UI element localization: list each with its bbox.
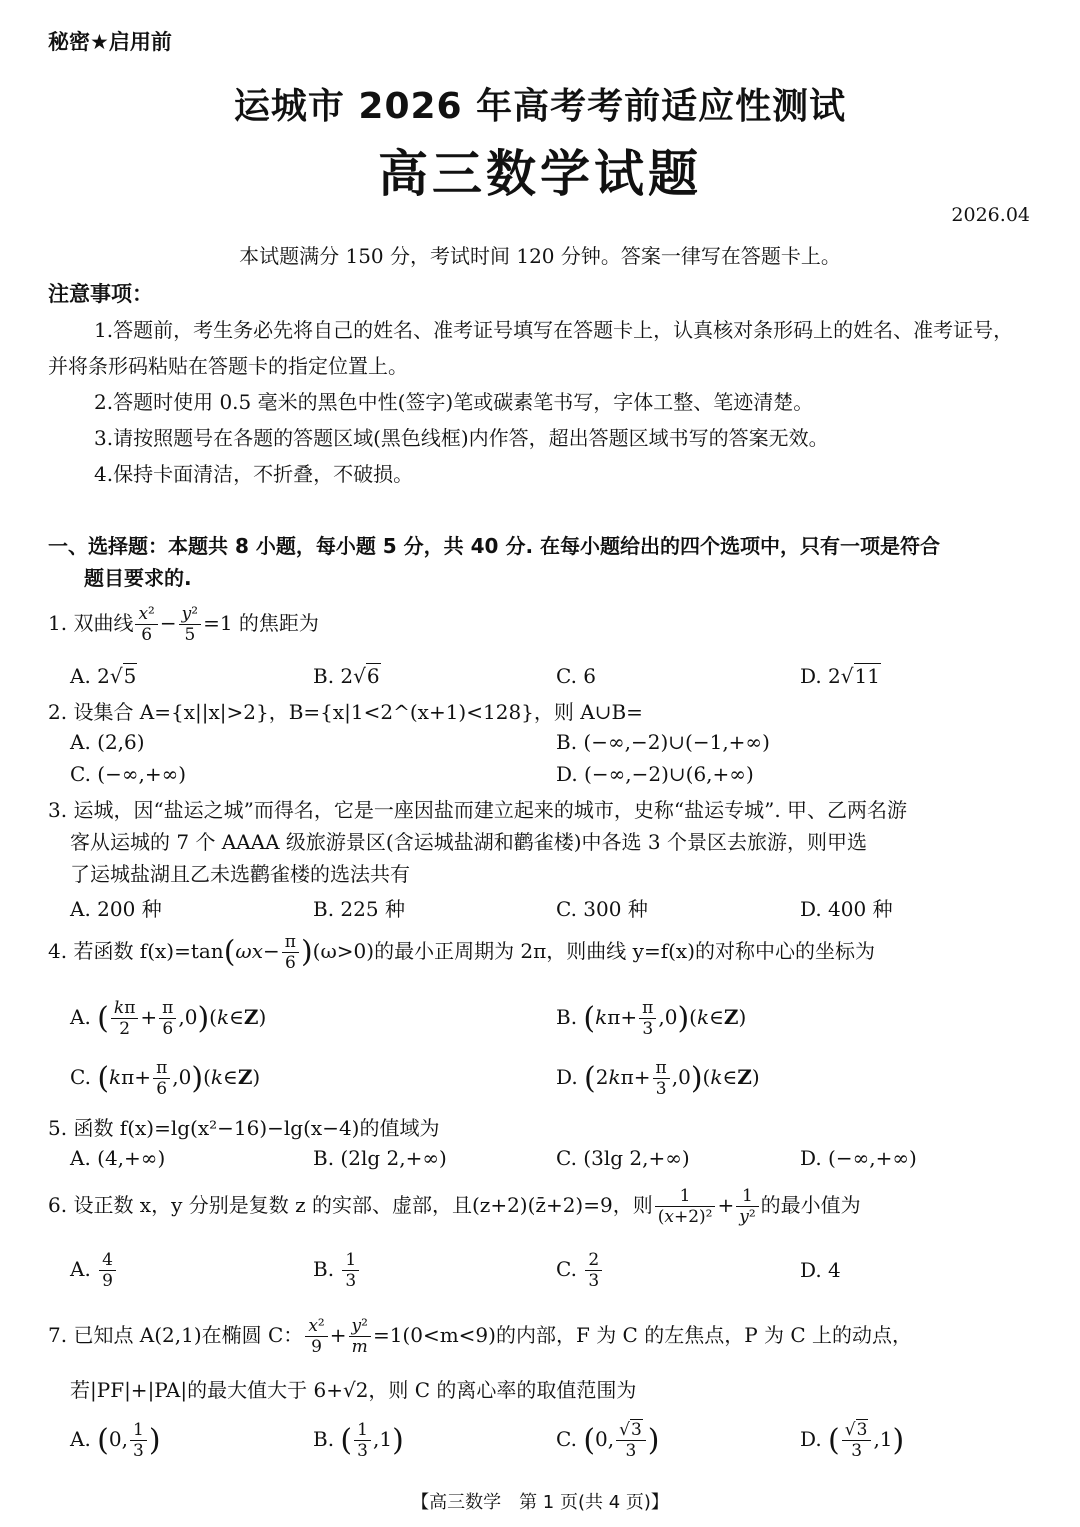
option-b[interactable]: B. 2√6 bbox=[313, 664, 380, 688]
fraction: $\frac{\text{y²}}{m}$ bbox=[349, 1316, 371, 1357]
option-c[interactable]: C. (−∞,+∞) bbox=[70, 762, 187, 786]
page-footer: 【高三数学 第 1 页(共 4 页)】 bbox=[411, 1492, 669, 1513]
notice-item: 3.请按照题号在各题的答题区域(黑色线框)内作答，超出答题区域书写的答案无效。 bbox=[94, 426, 829, 450]
option-c[interactable]: C. (0, $\frac{√3}{3}$ ) bbox=[556, 1420, 660, 1461]
question-5-options bbox=[70, 1146, 1040, 1180]
option-d[interactable]: D. (2kπ+ $\frac{\pi}{3}$ ,0)(k∈Z) bbox=[556, 1058, 760, 1099]
question-3: 3. 运城，因“盐运之城”而得名，它是一座因盐而建立起来的城市，史称“盐运专城”. 甲、乙两名游 客从运城的 7 个 AAAA 级旅游景区(含运城盐湖和鹳雀楼)中各选 3 个景区去旅游，则甲选 了运城盐湖且乙未选鹳雀楼的选法共有 bbox=[48, 798, 908, 886]
option-a[interactable]: A. (0, $\frac{1}{3}$ ) bbox=[70, 1420, 161, 1461]
option-a[interactable]: A. ( $\frac{k\pi}{2}$ + $\frac{\pi}{6}$ ,0)(k∈Z) bbox=[70, 998, 267, 1039]
subject-title: 高三数学试题 bbox=[378, 145, 702, 203]
question-1: 1. 双曲线 $\frac{\text{x²}}{6}$ − $\frac{\text{y²}}{5}$ =1 的焦距为 bbox=[48, 604, 319, 645]
question-6: 6. 设正数 x，y 分别是复数 z 的实部、虚部，且(z+2)(z̄+2)=9，则 $\frac{1}{\text{(x+2)²}}$ + $\frac{1}{\text{y²}}$ 的最小值为 bbox=[48, 1186, 861, 1227]
question-3-options bbox=[70, 893, 1040, 927]
question-6-options bbox=[70, 1250, 1040, 1294]
option-c[interactable]: C. $\frac{2}{3}$ bbox=[556, 1250, 604, 1291]
fraction: $\frac{1}{\text{y²}}$ bbox=[736, 1186, 758, 1227]
option-d[interactable]: D. 400 种 bbox=[800, 897, 893, 921]
option-b[interactable]: B. ( $\frac{1}{3}$ ,1) bbox=[313, 1420, 404, 1461]
question-7-line2: 若|PF|+|PA|的最大值大于 6+√2，则 C 的离心率的取值范围为 bbox=[70, 1378, 637, 1402]
notice-item: 2.答题时使用 0.5 毫米的黑色中性(签字)笔或碳素笔书写，字体工整、笔迹清楚。 bbox=[94, 390, 814, 414]
option-b[interactable]: B. $\frac{1}{3}$ bbox=[313, 1250, 361, 1291]
question-4: 4. 若函数 f(x)=tan(ωx− $\frac{\pi}{6}$ )(ω>0)的最小正周期为 2π，则曲线 y=f(x)的对称中心的坐标为 bbox=[48, 932, 875, 973]
option-d[interactable]: D. ( $\frac{√3}{3}$ ,1) bbox=[800, 1420, 905, 1461]
option-c[interactable]: C. (kπ+ $\frac{\pi}{6}$ ,0)(k∈Z) bbox=[70, 1058, 261, 1099]
option-a[interactable]: A. $\frac{4}{9}$ bbox=[70, 1250, 118, 1291]
notice-heading: 注意事项： bbox=[48, 282, 153, 306]
option-d[interactable]: D. 4 bbox=[800, 1258, 841, 1282]
option-a[interactable]: A. 2√5 bbox=[70, 664, 137, 688]
option-d[interactable]: D. (−∞,+∞) bbox=[800, 1146, 917, 1170]
question-4-options-row2 bbox=[70, 1058, 1040, 1102]
fraction: $\frac{\text{x²}}{6}$ bbox=[135, 604, 157, 645]
question-2: 2. 设集合 A={x||x|>2}，B={x|1<2^(x+1)<128}，则 A∪B= bbox=[48, 700, 643, 724]
option-c[interactable]: C. 6 bbox=[556, 664, 597, 688]
notice-list bbox=[48, 312, 1033, 492]
fraction: $\frac{\text{y²}}{5}$ bbox=[179, 604, 201, 645]
option-a[interactable]: A. (4,+∞) bbox=[70, 1146, 166, 1170]
option-c[interactable]: C. 300 种 bbox=[556, 897, 648, 921]
option-b[interactable]: B. (kπ+ $\frac{\pi}{3}$ ,0)(k∈Z) bbox=[556, 998, 747, 1039]
exam-title: 运城市 2026 年高考考前适应性测试 bbox=[233, 86, 847, 127]
option-d[interactable]: D. (−∞,−2)∪(6,+∞) bbox=[556, 762, 754, 786]
fraction: $\frac{1}{\text{(x+2)²}}$ bbox=[655, 1186, 716, 1227]
section-heading: 一、选择题：本题共 8 小题，每小题 5 分，共 40 分. 在每小题给出的四个选项中，只有一项是符合 题目要求的. bbox=[48, 534, 941, 590]
question-7: 7. 已知点 A(2,1)在椭圆 C： $\frac{\text{x²}}{9}$ + $\frac{\text{y²}}{m}$ =1(0<m<9)的内部，F 为 C 的左焦点，P 为 C 上的动点， bbox=[48, 1316, 913, 1357]
option-a[interactable]: A. (2,6) bbox=[70, 730, 145, 754]
option-a[interactable]: A. 200 种 bbox=[70, 897, 162, 921]
option-d[interactable]: D. 2√11 bbox=[800, 664, 880, 688]
question-7-options bbox=[70, 1420, 1040, 1464]
fraction: $\frac{\text{x²}}{9}$ bbox=[305, 1316, 327, 1357]
confidential-label: 秘密★启用前 bbox=[48, 30, 172, 54]
option-b[interactable]: B. (−∞,−2)∪(−1,+∞) bbox=[556, 730, 770, 754]
option-b[interactable]: B. 225 种 bbox=[313, 897, 405, 921]
exam-intro: 本试题满分 150 分，考试时间 120 分钟。答案一律写在答题卡上。 bbox=[239, 244, 841, 268]
exam-date: 2026.04 bbox=[951, 204, 1030, 226]
option-c[interactable]: C. (3lg 2,+∞) bbox=[556, 1146, 690, 1170]
question-5: 5. 函数 f(x)=lg(x²−16)−lg(x−4)的值域为 bbox=[48, 1116, 440, 1140]
question-4-options-row1 bbox=[70, 998, 1040, 1042]
question-1-options bbox=[70, 664, 1040, 698]
option-b[interactable]: B. (2lg 2,+∞) bbox=[313, 1146, 447, 1170]
fraction: $\frac{\pi}{6}$ bbox=[282, 932, 299, 973]
question-2-options-row1 bbox=[70, 730, 1040, 764]
notice-item: 4.保持卡面清洁，不折叠，不破损。 bbox=[94, 462, 414, 486]
question-2-options-row2 bbox=[70, 762, 1040, 796]
notice-item: 1.答题前，考生务必先将自己的姓名、准考证号填写在答题卡上，认真核对条形码上的姓名、准考证号，并将条形码粘贴在答题卡的指定位置上。 bbox=[48, 318, 1014, 378]
